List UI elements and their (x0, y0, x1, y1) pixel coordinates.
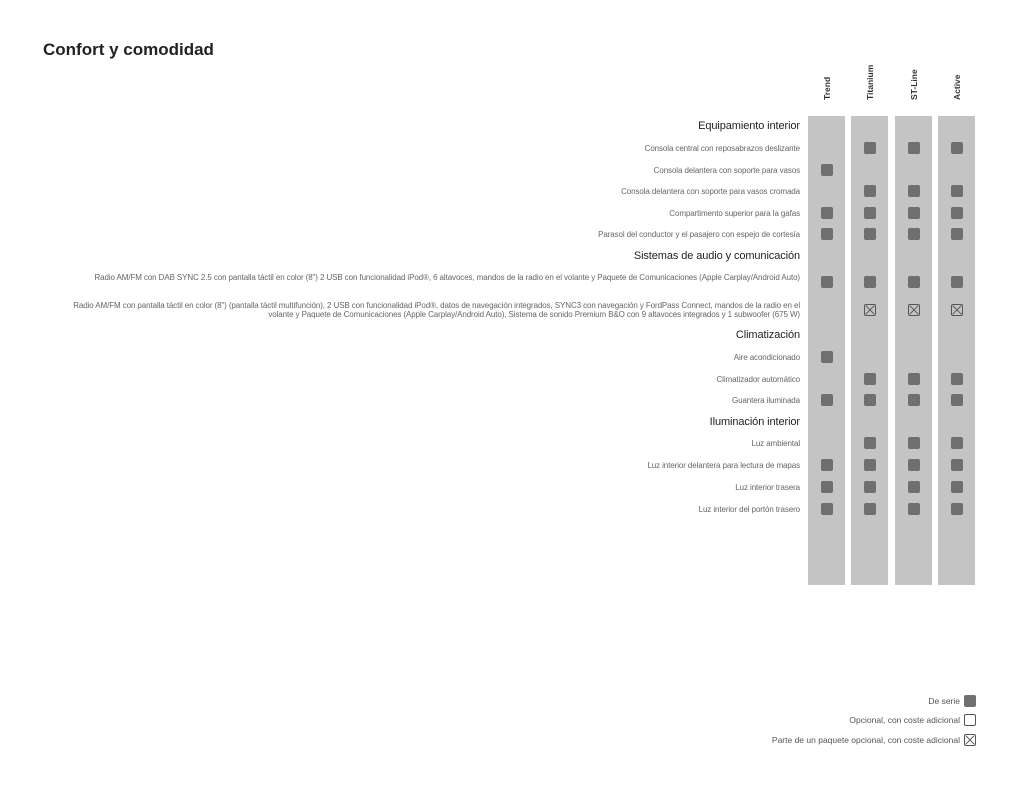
legend-item (772, 733, 976, 747)
standard-mark (951, 459, 963, 471)
standard-mark (864, 459, 876, 471)
standard-mark (908, 228, 920, 240)
feature-label: Luz interior trasera (735, 482, 800, 492)
standard-mark (908, 142, 920, 154)
feature-label: Luz interior delantera para lectura de mapas (647, 460, 800, 470)
feature-label: Consola delantera con soporte para vasos cromada (621, 186, 800, 196)
standard-mark (864, 481, 876, 493)
standard-mark (908, 481, 920, 493)
feature-label: Aire acondicionado (733, 352, 800, 362)
column-header-active (938, 60, 975, 112)
package-option-mark (908, 304, 920, 316)
standard-mark (821, 394, 833, 406)
standard-mark (821, 503, 833, 515)
standard-mark (951, 228, 963, 240)
standard-mark (821, 459, 833, 471)
standard-mark (951, 276, 963, 288)
legend-item (849, 713, 976, 727)
feature-label: Compartimento superior para la gafas (669, 208, 800, 218)
feature-label: Consola delantera con soporte para vasos (653, 165, 800, 175)
standard-mark (951, 142, 963, 154)
standard-mark (864, 207, 876, 219)
optional-mark (964, 714, 976, 726)
standard-mark (908, 276, 920, 288)
standard-mark (864, 503, 876, 515)
column-header-titanium (851, 60, 888, 112)
standard-mark (951, 503, 963, 515)
standard-mark (908, 185, 920, 197)
standard-mark (864, 185, 876, 197)
standard-mark (951, 185, 963, 197)
legend-label: Parte de un paquete opcional, con coste adicional (771, 735, 960, 745)
standard-mark (951, 373, 963, 385)
column-header-label: Active (951, 74, 962, 100)
legend-item (928, 694, 976, 708)
standard-mark (821, 207, 833, 219)
section-heading: Equipamiento interior (698, 120, 800, 132)
column-header-label: Trend (821, 76, 832, 100)
standard-mark (864, 373, 876, 385)
standard-mark (821, 276, 833, 288)
standard-mark (821, 228, 833, 240)
package-option-mark (964, 734, 976, 746)
column-header-st-line (895, 60, 932, 112)
feature-label: Parasol del conductor y el pasajero con espejo de cortesía (598, 229, 800, 239)
standard-mark (908, 394, 920, 406)
section-heading: Climatización (735, 329, 800, 341)
standard-mark (821, 351, 833, 363)
page-title: Confort y comodidad (43, 40, 214, 59)
standard-mark (908, 437, 920, 449)
standard-mark (908, 503, 920, 515)
feature-label: Guantera iluminada (731, 395, 800, 405)
standard-mark (951, 437, 963, 449)
standard-mark (821, 164, 833, 176)
feature-label: Luz interior del portón trasero (698, 504, 800, 514)
legend-label: De serie (928, 696, 960, 706)
feature-label: Climatizador automático (716, 374, 800, 384)
package-option-mark (951, 304, 963, 316)
standard-mark (864, 394, 876, 406)
standard-mark (951, 207, 963, 219)
feature-label: Consola central con reposabrazos deslizante (644, 143, 800, 153)
standard-mark (908, 373, 920, 385)
feature-label: Radio AM/FM con DAB SYNC 2.5 con pantalla táctil en color (8") 2 USB con funcionalidad iPod®, 6 altavoces, mandos de la radio en el volante y Paquete de Comunicaciones (Apple Carplay/Android Auto) (94, 273, 800, 282)
standard-mark (964, 695, 976, 707)
legend-label: Opcional, con coste adicional (849, 715, 960, 725)
standard-mark (864, 142, 876, 154)
standard-mark (864, 228, 876, 240)
column-header-label: ST-Line (908, 69, 919, 100)
standard-mark (864, 437, 876, 449)
section-heading: Sistemas de audio y comunicación (633, 250, 800, 262)
standard-mark (908, 459, 920, 471)
column-header-trend (808, 60, 845, 112)
standard-mark (951, 394, 963, 406)
package-option-mark (864, 304, 876, 316)
feature-label: Luz ambiental (751, 438, 800, 448)
standard-mark (864, 276, 876, 288)
standard-mark (951, 481, 963, 493)
column-header-label: Titanium (864, 64, 875, 100)
section-heading: Iluminación interior (709, 416, 800, 428)
feature-label: Radio AM/FM con pantalla táctil en color (8") (pantalla táctil multifunción), 2 USB con funcionalidad iPod®, datos de navegación integrados, SYNC3 con navegación y FordPass Connect, mandos de la radio en el volante y Paquete de Comunicaciones (Apple Carplay/Android Auto), Sistema de sonido Premium B&O con 9 altavoces integrados y 1 subwoofer (675 W) (73, 301, 800, 319)
standard-mark (821, 481, 833, 493)
standard-mark (908, 207, 920, 219)
